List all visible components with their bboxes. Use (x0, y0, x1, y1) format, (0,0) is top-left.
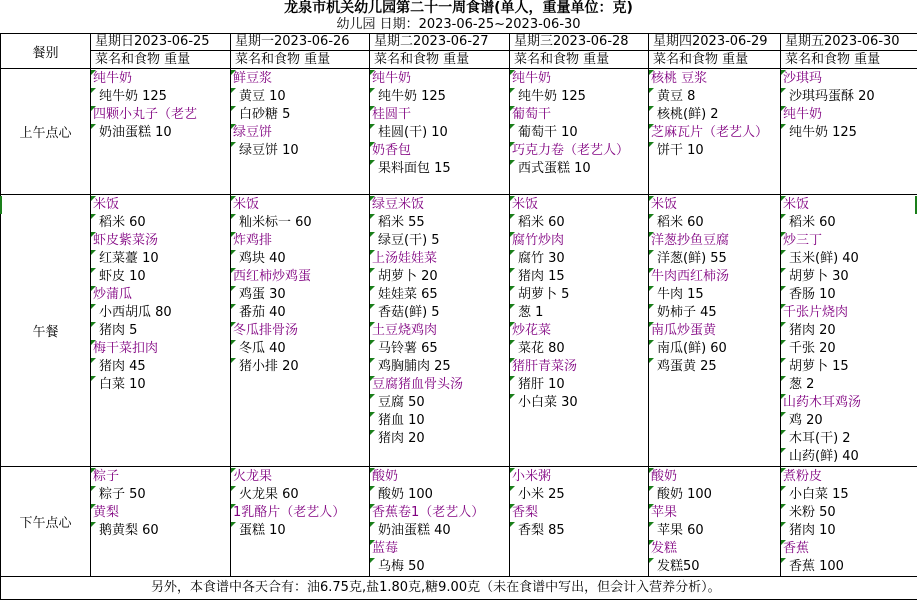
menu-cell[interactable] (510, 69, 649, 195)
menu-cell[interactable] (649, 467, 781, 577)
ingredient-weight: 纯牛奶 125 (91, 88, 230, 106)
ingredient-weight: 豆腐 50 (370, 394, 509, 412)
ingredient-weight: 洋葱(鲜) 55 (649, 250, 780, 268)
ingredient-weight: 玉米(鲜) 40 (781, 250, 917, 268)
footer-note: 另外，本食谱中各天合有：油6.75克,盐1.80克,糖9.00克（未在食谱中写出，但会计入营养分析）。 (1, 577, 917, 600)
menu-cell[interactable] (231, 69, 370, 195)
day-header-thursday: 星期四2023-06-29 (649, 34, 781, 51)
ingredient-weight: 稻米 60 (649, 214, 780, 232)
ingredient-weight: 胡萝卜 30 (781, 268, 917, 286)
menu-cell[interactable] (649, 195, 781, 467)
ingredient-weight: 鸡 20 (781, 412, 917, 430)
ingredient-weight: 番茄 40 (231, 304, 369, 322)
row-footer (1, 577, 917, 600)
dish-name: 纯牛奶 (370, 70, 509, 88)
menu-cell[interactable] (91, 195, 231, 467)
dish-name: 核桃 豆浆 (649, 70, 780, 88)
ingredient-weight: 小米 25 (510, 486, 648, 504)
row-marker-left (0, 196, 2, 214)
dish-name: 鲜豆浆 (231, 70, 369, 88)
dish-name: 桂圆干 (370, 106, 509, 124)
row-afternoon-snack (1, 467, 917, 577)
page-subtitle: 幼儿园 日期：2023-06-25~2023-06-30 (0, 16, 917, 33)
ingredient-weight: 纯牛奶 125 (370, 88, 509, 106)
ingredient-weight: 胡萝卜 15 (781, 358, 917, 376)
day-header-monday: 星期一2023-06-26 (231, 34, 370, 51)
ingredient-weight: 猪肉 20 (781, 322, 917, 340)
dish-name: 纯牛奶 (510, 70, 648, 88)
meal-type-header: 餐别 (1, 34, 91, 69)
ingredient-weight: 香梨 85 (510, 522, 648, 540)
ingredient-weight: 奶油蛋糕 40 (370, 522, 509, 540)
ingredient-weight: 白砂糖 5 (231, 106, 369, 124)
dish-name: 粽子 (91, 468, 230, 486)
ingredient-weight: 山药(鲜) 40 (781, 448, 917, 466)
menu-cell[interactable] (231, 467, 370, 577)
ingredient-weight: 发糕50 (649, 558, 780, 576)
ingredient-weight: 鸡蛋 30 (231, 286, 369, 304)
ingredient-weight: 猪肝 10 (510, 376, 648, 394)
menu-cell[interactable] (91, 69, 231, 195)
dish-name: 绿豆饼 (231, 124, 369, 142)
ingredient-weight: 核桃(鲜) 2 (649, 106, 780, 124)
ingredient-weight: 黄豆 10 (231, 88, 369, 106)
ingredient-weight: 葱 2 (781, 376, 917, 394)
ingredient-weight: 红菜薹 10 (91, 250, 230, 268)
ingredient-weight: 娃娃菜 65 (370, 286, 509, 304)
menu-cell[interactable] (781, 195, 917, 467)
day-header-tuesday: 星期二2023-06-27 (370, 34, 510, 51)
menu-cell[interactable] (510, 467, 649, 577)
ingredient-weight: 蛋糕 10 (231, 522, 369, 540)
ingredient-weight: 冬瓜 40 (231, 340, 369, 358)
menu-cell[interactable] (231, 195, 370, 467)
ingredient-weight: 稻米 60 (781, 214, 917, 232)
menu-cell[interactable] (649, 69, 781, 195)
dish-name: 香蕉 (781, 540, 917, 558)
dish-name: 米饭 (649, 196, 780, 214)
row-lunch (1, 195, 917, 467)
menu-cell[interactable] (370, 195, 510, 467)
dish-name: 牛肉西红柿汤 (649, 268, 780, 286)
meal-label-lunch: 午餐 (1, 195, 91, 467)
dish-name: 南瓜炒蛋黄 (649, 322, 780, 340)
ingredient-weight: 酸奶 100 (649, 486, 780, 504)
menu-cell[interactable] (370, 467, 510, 577)
dish-name: 米饭 (231, 196, 369, 214)
ingredient-weight: 稻米 60 (510, 214, 648, 232)
dish-name: 冬瓜排骨汤 (231, 322, 369, 340)
ingredient-weight: 果料面包 15 (370, 160, 509, 178)
ingredient-weight: 奶油蛋糕 10 (91, 124, 230, 142)
column-subheader: 菜名和食物 重量 (370, 51, 510, 69)
dish-name: 上汤娃娃菜 (370, 250, 509, 268)
ingredient-weight: 鸡蛋黄 25 (649, 358, 780, 376)
dish-name: 土豆烧鸡肉 (370, 322, 509, 340)
dish-name: 苹果 (649, 504, 780, 522)
dish-name: 葡萄干 (510, 106, 648, 124)
dish-name: 奶香包 (370, 142, 509, 160)
dish-name: 芝麻瓦片（老艺人） (649, 124, 780, 142)
ingredient-weight: 火龙果 60 (231, 486, 369, 504)
ingredient-weight: 桂圆(干) 10 (370, 124, 509, 142)
menu-cell[interactable] (781, 467, 917, 577)
dish-name: 1乳酪片（老艺人） (231, 504, 369, 522)
column-subheader: 菜名和食物 重量 (510, 51, 649, 69)
ingredient-weight: 猪肉 15 (510, 268, 648, 286)
dish-name: 千张片烧肉 (781, 304, 917, 322)
ingredient-weight: 鸡胸脯肉 25 (370, 358, 509, 376)
day-header-wednesday: 星期三2023-06-28 (510, 34, 649, 51)
ingredient-weight: 西式蛋糕 10 (510, 160, 648, 178)
ingredient-weight: 虾皮 10 (91, 268, 230, 286)
ingredient-weight: 绿豆饼 10 (231, 142, 369, 160)
ingredient-weight: 香蕉 100 (781, 558, 917, 576)
ingredient-weight: 小白菜 15 (781, 486, 917, 504)
column-subheader: 菜名和食物 重量 (781, 51, 917, 69)
ingredient-weight: 马铃薯 65 (370, 340, 509, 358)
column-subheader: 菜名和食物 重量 (231, 51, 370, 69)
ingredient-weight: 猪血 10 (370, 412, 509, 430)
dish-name: 黄梨 (91, 504, 230, 522)
menu-cell[interactable] (510, 195, 649, 467)
dish-name: 炒花菜 (510, 322, 648, 340)
dish-name: 绿豆米饭 (370, 196, 509, 214)
dish-name: 沙琪玛 (781, 70, 917, 88)
ingredient-weight: 饼干 10 (649, 142, 780, 160)
ingredient-weight: 乌梅 50 (370, 558, 509, 576)
ingredient-weight: 粽子 50 (91, 486, 230, 504)
dish-name: 猪肝青菜汤 (510, 358, 648, 376)
dish-name: 煮粉皮 (781, 468, 917, 486)
ingredient-weight: 奶柿子 45 (649, 304, 780, 322)
meal-label-afternoon-snack: 下午点心 (1, 467, 91, 577)
dish-name: 小米粥 (510, 468, 648, 486)
menu-cell[interactable] (370, 69, 510, 195)
day-header-sunday: 星期日2023-06-25 (91, 34, 231, 51)
ingredient-weight: 菜花 80 (510, 340, 648, 358)
ingredient-weight: 胡萝卜 20 (370, 268, 509, 286)
dish-name: 洋葱抄鱼豆腐 (649, 232, 780, 250)
column-subheader: 菜名和食物 重量 (91, 51, 231, 69)
ingredient-weight: 苹果 60 (649, 522, 780, 540)
dish-name: 西红柿炒鸡蛋 (231, 268, 369, 286)
ingredient-weight: 猪肉 20 (370, 430, 509, 448)
dish-name: 豆腐猪血骨头汤 (370, 376, 509, 394)
ingredient-weight: 纯牛奶 125 (781, 124, 917, 142)
day-header-friday: 星期五2023-06-30 (781, 34, 917, 51)
ingredient-weight: 牛肉 15 (649, 286, 780, 304)
dish-name: 火龙果 (231, 468, 369, 486)
dish-name: 虾皮紫菜汤 (91, 232, 230, 250)
dish-name: 腐竹炒肉 (510, 232, 648, 250)
ingredient-weight: 绿豆(干) 5 (370, 232, 509, 250)
row-morning-snack (1, 69, 917, 195)
dish-name: 纯牛奶 (781, 106, 917, 124)
ingredient-weight: 木耳(干) 2 (781, 430, 917, 448)
ingredient-weight: 香菇(鲜) 5 (370, 304, 509, 322)
dish-name: 炸鸡排 (231, 232, 369, 250)
dish-name: 炒蒲瓜 (91, 286, 230, 304)
dish-name: 梅干菜扣肉 (91, 340, 230, 358)
dish-name: 巧克力卷（老艺人） (510, 142, 648, 160)
page-title: 龙泉市机关幼儿园第二十一周食谱(单人，重量单位：克) (0, 0, 917, 17)
ingredient-weight: 千张 20 (781, 340, 917, 358)
ingredient-weight: 稻米 60 (91, 214, 230, 232)
dish-name: 酸奶 (370, 468, 509, 486)
dish-name: 米饭 (781, 196, 917, 214)
ingredient-weight: 胡萝卜 5 (510, 286, 648, 304)
dish-name: 蓝莓 (370, 540, 509, 558)
ingredient-weight: 白菜 10 (91, 376, 230, 394)
dish-name: 发糕 (649, 540, 780, 558)
ingredient-weight: 南瓜(鲜) 60 (649, 340, 780, 358)
dish-name: 香梨 (510, 504, 648, 522)
ingredient-weight: 葡萄干 10 (510, 124, 648, 142)
menu-cell[interactable] (781, 69, 917, 195)
dish-name: 香蕉卷1（老艺人） (370, 504, 509, 522)
meal-label-morning-snack: 上午点心 (1, 69, 91, 195)
ingredient-weight: 腐竹 30 (510, 250, 648, 268)
dish-name: 米饭 (510, 196, 648, 214)
ingredient-weight: 沙琪玛蛋酥 20 (781, 88, 917, 106)
ingredient-weight: 小西胡瓜 80 (91, 304, 230, 322)
ingredient-weight: 小白菜 30 (510, 394, 648, 412)
ingredient-weight: 猪小排 20 (231, 358, 369, 376)
ingredient-weight: 黄豆 8 (649, 88, 780, 106)
ingredient-weight: 猪肉 45 (91, 358, 230, 376)
ingredient-weight: 纯牛奶 125 (510, 88, 648, 106)
dish-name: 纯牛奶 (91, 70, 230, 88)
dish-name: 山药木耳鸡汤 (781, 394, 917, 412)
ingredient-weight: 鸡块 40 (231, 250, 369, 268)
menu-table (0, 33, 917, 600)
ingredient-weight: 稻米 55 (370, 214, 509, 232)
ingredient-weight: 葱 1 (510, 304, 648, 322)
ingredient-weight: 酸奶 100 (370, 486, 509, 504)
ingredient-weight: 猪肉 10 (781, 522, 917, 540)
dish-name: 四颗小丸子（老艺 (91, 106, 230, 124)
ingredient-weight: 猪肉 5 (91, 322, 230, 340)
ingredient-weight: 籼米标一 60 (231, 214, 369, 232)
ingredient-weight: 鹅黄梨 60 (91, 522, 230, 540)
dish-name: 米饭 (91, 196, 230, 214)
dish-name: 酸奶 (649, 468, 780, 486)
dish-name: 炒三丁 (781, 232, 917, 250)
column-subheader: 菜名和食物 重量 (649, 51, 781, 69)
ingredient-weight: 米粉 50 (781, 504, 917, 522)
menu-cell[interactable] (91, 467, 231, 577)
ingredient-weight: 香肠 10 (781, 286, 917, 304)
